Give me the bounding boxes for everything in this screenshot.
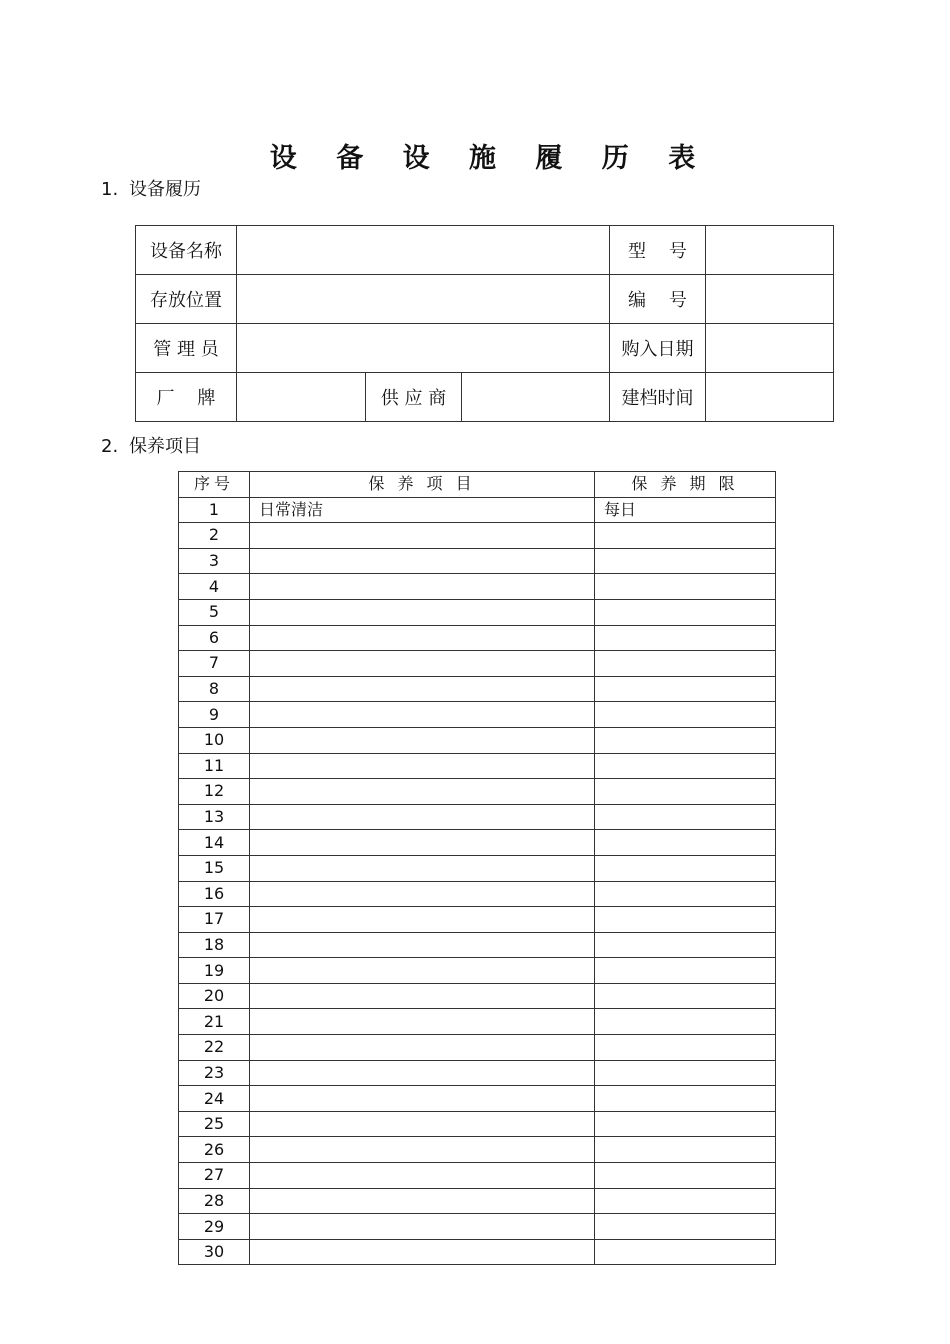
- row-period-cell[interactable]: [595, 1188, 776, 1214]
- row-period-cell[interactable]: [595, 1086, 776, 1112]
- row-seq-cell: 24: [179, 1086, 250, 1112]
- table-row: [179, 1035, 776, 1061]
- table-row: [179, 1163, 776, 1189]
- row-period-cell[interactable]: [595, 753, 776, 779]
- location-field[interactable]: [237, 275, 610, 324]
- row-item-cell[interactable]: [250, 1188, 595, 1214]
- table-row: [179, 548, 776, 574]
- row-item-cell[interactable]: [250, 702, 595, 728]
- table-row: [179, 983, 776, 1009]
- row-item-cell[interactable]: [250, 1035, 595, 1061]
- row-seq-cell: 26: [179, 1137, 250, 1163]
- table-row: [179, 1188, 776, 1214]
- row-seq-cell: 28: [179, 1188, 250, 1214]
- row-period-cell[interactable]: [595, 1214, 776, 1240]
- row-item-cell[interactable]: [250, 1060, 595, 1086]
- row-period-cell[interactable]: [595, 881, 776, 907]
- row-item-cell[interactable]: [250, 1214, 595, 1240]
- row-period-cell[interactable]: [595, 1239, 776, 1265]
- purchase-date-label: 购入日期: [610, 324, 706, 373]
- brand-field[interactable]: [237, 373, 366, 422]
- serial-label: 编 号: [610, 275, 706, 324]
- column-header-item: 保 养 项 目: [250, 472, 595, 498]
- table-row: [136, 324, 834, 373]
- table-row: [179, 1060, 776, 1086]
- model-label: 型 号: [610, 226, 706, 275]
- row-period-cell[interactable]: [595, 932, 776, 958]
- row-seq-cell: 19: [179, 958, 250, 984]
- row-period-cell[interactable]: [595, 625, 776, 651]
- table-row: [179, 1239, 776, 1265]
- row-period-cell[interactable]: [595, 1137, 776, 1163]
- row-period-cell[interactable]: [595, 804, 776, 830]
- table-row: [179, 574, 776, 600]
- row-seq-cell: 2: [179, 523, 250, 549]
- row-seq-cell: 14: [179, 830, 250, 856]
- row-item-cell[interactable]: [250, 958, 595, 984]
- page-title: 设 备 设 施 履 历 表: [269, 143, 711, 174]
- row-item-cell[interactable]: [250, 625, 595, 651]
- row-item-cell[interactable]: [250, 983, 595, 1009]
- supplier-label: 供 应 商: [366, 373, 462, 422]
- row-item-cell[interactable]: [250, 830, 595, 856]
- table-row: [179, 881, 776, 907]
- table-row: [179, 830, 776, 856]
- row-period-cell[interactable]: [595, 855, 776, 881]
- table-header-row: [179, 472, 776, 498]
- row-item-cell[interactable]: [250, 523, 595, 549]
- row-period-cell[interactable]: [595, 1111, 776, 1137]
- row-period-cell[interactable]: [595, 907, 776, 933]
- row-seq-cell: 15: [179, 855, 250, 881]
- row-item-cell[interactable]: [250, 1163, 595, 1189]
- table-row: [179, 1137, 776, 1163]
- model-field[interactable]: [706, 226, 834, 275]
- row-seq-cell: 20: [179, 983, 250, 1009]
- purchase-date-field[interactable]: [706, 324, 834, 373]
- table-row: [179, 599, 776, 625]
- section-heading-maintenance-items: [101, 435, 201, 459]
- row-seq-cell: 4: [179, 574, 250, 600]
- row-item-cell[interactable]: [250, 651, 595, 677]
- row-period-cell[interactable]: [595, 830, 776, 856]
- row-seq-cell: 22: [179, 1035, 250, 1061]
- table-row: [136, 226, 834, 275]
- row-seq-cell: 16: [179, 881, 250, 907]
- row-period-cell[interactable]: [595, 727, 776, 753]
- row-seq-cell: 9: [179, 702, 250, 728]
- equipment-info-table: [135, 225, 834, 422]
- equipment-name-field[interactable]: [237, 226, 610, 275]
- row-item-cell[interactable]: [250, 855, 595, 881]
- row-seq-cell: 13: [179, 804, 250, 830]
- row-seq-cell: 21: [179, 1009, 250, 1035]
- row-item-cell[interactable]: [250, 804, 595, 830]
- table-row: [179, 1214, 776, 1240]
- table-row: [136, 373, 834, 422]
- row-item-cell[interactable]: [250, 1137, 595, 1163]
- column-header-seq: 序号: [179, 472, 250, 498]
- row-period-cell[interactable]: [595, 1163, 776, 1189]
- row-seq-cell: 3: [179, 548, 250, 574]
- supplier-field[interactable]: [462, 373, 610, 422]
- row-item-cell[interactable]: 日常清洁: [250, 497, 595, 523]
- row-seq-cell: 17: [179, 907, 250, 933]
- row-item-cell[interactable]: [250, 1239, 595, 1265]
- table-row: [179, 779, 776, 805]
- row-seq-cell: 5: [179, 599, 250, 625]
- row-item-cell[interactable]: [250, 753, 595, 779]
- row-item-cell[interactable]: [250, 881, 595, 907]
- column-header-period: 保 养 期 限: [595, 472, 776, 498]
- row-seq-cell: 30: [179, 1239, 250, 1265]
- row-seq-cell: 25: [179, 1111, 250, 1137]
- table-row: [179, 625, 776, 651]
- section-number: 1.: [101, 179, 119, 200]
- table-row: [179, 523, 776, 549]
- row-period-cell[interactable]: [595, 676, 776, 702]
- row-seq-cell: 27: [179, 1163, 250, 1189]
- table-row: [179, 651, 776, 677]
- row-item-cell[interactable]: [250, 1111, 595, 1137]
- manager-field[interactable]: [237, 324, 610, 373]
- table-row: [179, 907, 776, 933]
- table-row: [179, 676, 776, 702]
- table-row: [179, 1111, 776, 1137]
- row-item-cell[interactable]: [250, 599, 595, 625]
- row-seq-cell: 23: [179, 1060, 250, 1086]
- equipment-name-label: 设备名称: [136, 226, 237, 275]
- row-seq-cell: 18: [179, 932, 250, 958]
- row-item-cell[interactable]: [250, 1009, 595, 1035]
- maintenance-table: [178, 471, 776, 1265]
- table-row: [179, 727, 776, 753]
- table-row: [179, 702, 776, 728]
- row-item-cell[interactable]: [250, 1086, 595, 1112]
- section-title: 设备履历: [129, 179, 201, 200]
- row-period-cell[interactable]: [595, 958, 776, 984]
- serial-field[interactable]: [706, 275, 834, 324]
- table-row: [136, 275, 834, 324]
- row-item-cell[interactable]: [250, 932, 595, 958]
- table-row: [179, 1009, 776, 1035]
- row-seq-cell: 10: [179, 727, 250, 753]
- row-item-cell[interactable]: [250, 574, 595, 600]
- row-item-cell[interactable]: [250, 727, 595, 753]
- table-row: [179, 497, 776, 523]
- row-item-cell[interactable]: [250, 779, 595, 805]
- archive-time-field[interactable]: [706, 373, 834, 422]
- row-item-cell[interactable]: [250, 548, 595, 574]
- row-seq-cell: 1: [179, 497, 250, 523]
- archive-time-label: 建档时间: [610, 373, 706, 422]
- row-item-cell[interactable]: [250, 907, 595, 933]
- table-row: [179, 932, 776, 958]
- row-period-cell[interactable]: 每日: [595, 497, 776, 523]
- row-period-cell[interactable]: [595, 702, 776, 728]
- row-seq-cell: 11: [179, 753, 250, 779]
- location-label: 存放位置: [136, 275, 237, 324]
- row-period-cell[interactable]: [595, 1060, 776, 1086]
- section-number: 2.: [101, 436, 119, 457]
- row-seq-cell: 12: [179, 779, 250, 805]
- table-row: [179, 804, 776, 830]
- row-period-cell[interactable]: [595, 983, 776, 1009]
- table-row: [179, 753, 776, 779]
- section-title: 保养项目: [129, 436, 201, 457]
- row-period-cell[interactable]: [595, 779, 776, 805]
- row-period-cell[interactable]: [595, 651, 776, 677]
- row-seq-cell: 8: [179, 676, 250, 702]
- row-period-cell[interactable]: [595, 523, 776, 549]
- row-period-cell[interactable]: [595, 574, 776, 600]
- table-row: [179, 958, 776, 984]
- row-item-cell[interactable]: [250, 676, 595, 702]
- row-period-cell[interactable]: [595, 1035, 776, 1061]
- row-seq-cell: 29: [179, 1214, 250, 1240]
- row-period-cell[interactable]: [595, 548, 776, 574]
- table-row: [179, 1086, 776, 1112]
- brand-label: 厂 牌: [136, 373, 237, 422]
- row-period-cell[interactable]: [595, 1009, 776, 1035]
- row-seq-cell: 7: [179, 651, 250, 677]
- row-period-cell[interactable]: [595, 599, 776, 625]
- section-heading-equipment-history: [101, 178, 201, 202]
- table-row: [179, 855, 776, 881]
- manager-label: 管 理 员: [136, 324, 237, 373]
- row-seq-cell: 6: [179, 625, 250, 651]
